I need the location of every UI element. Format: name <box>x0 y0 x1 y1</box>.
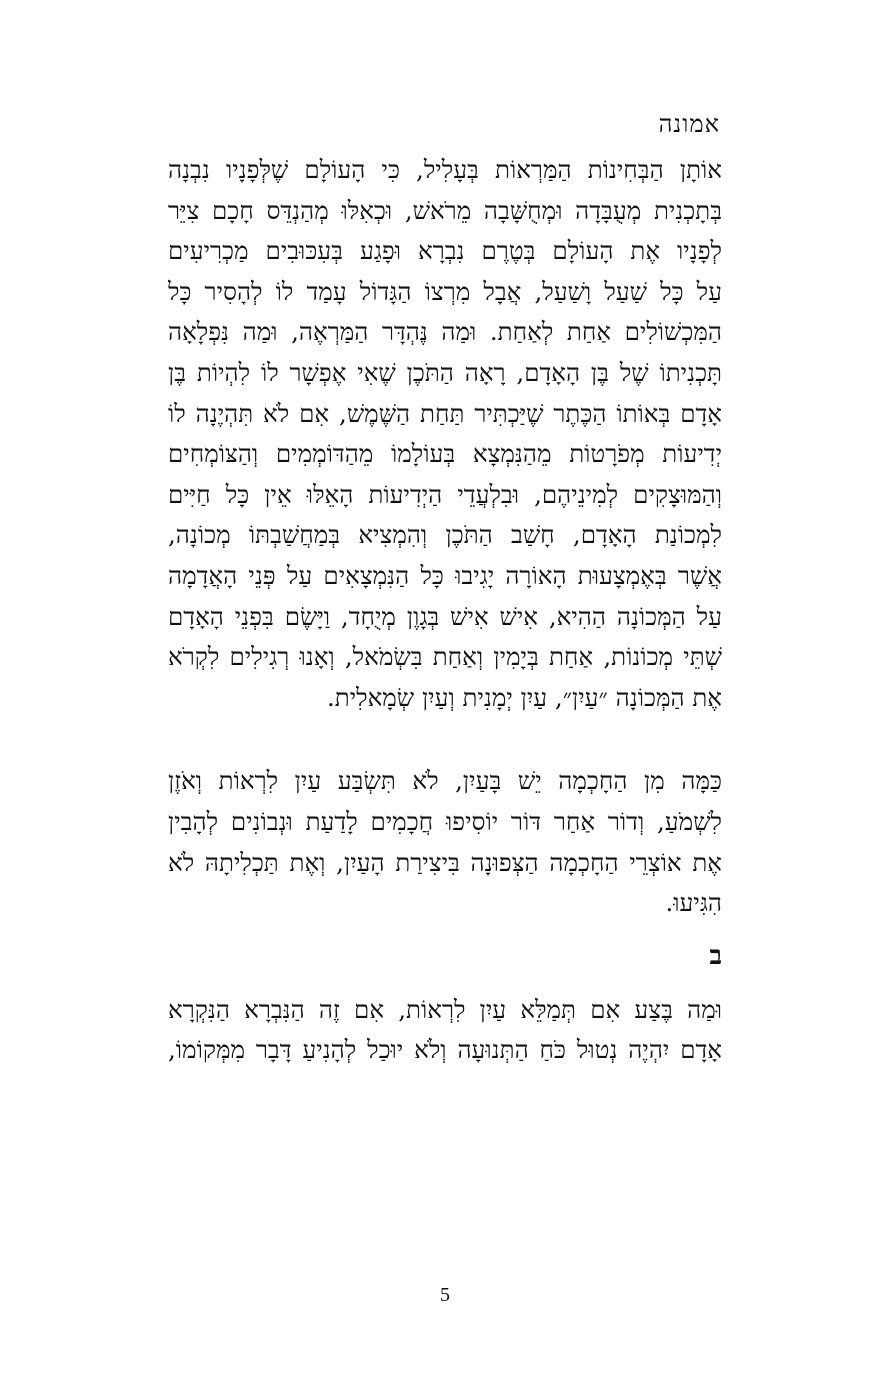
paragraph-1 <box>168 150 722 718</box>
paragraph-3 <box>168 990 722 1071</box>
text-line: אָדָם בְּאוֹתוֹ הַכֶּתֶר שֶׁיַּכְתִּיר תַּחַת הַשֶּׁמֶשׁ, אִם לֹא תִּהְיֶנָה לוֹ <box>168 398 722 428</box>
text-line: אֶת הַמְּכוֹנָה ״עַיִן״, עַיִן יְמָנִית וְעַיִן שְׂמָאלִית. <box>326 682 722 712</box>
text-line: אֲשֶׁר בְּאֶמְצָעוּת הָאוֹרָה יָגִיבוּ כָּל הַנִּמְצָאִים עַל פְּנֵי הָאֲדָמָה <box>168 560 722 590</box>
body-text <box>168 150 722 1071</box>
text-line: וְהַמּוּצָקִים לְמִינֵיהֶם, וּבִלְעֲדֵי הַיְדִיעוֹת הָאֵלּוּ אֵין כָּל חַיִּים <box>168 479 722 509</box>
text-line: הַמִּכְשׁוֹלִים אַחַת לְאַחַת. וּמַה נֶּהְדָּר הַמַּרְאֶה, וּמַה נִּפְלָאָה <box>168 317 722 347</box>
section-heading: ב <box>709 940 722 971</box>
text-line: תָּכְנִיתוֹ שֶׁל בֶּן הָאָדָם, רָאָה הַתֹּכֶן שֶׁאִי אֶפְשָׁר לוֹ לִהְיוֹת בֶּן <box>168 357 722 387</box>
text-line: אֶת אוֹצְרֵי הַחָכְמָה הַצְּפוּנָה בִּיצִירַת הָעַיִן, וְאֶת תַּכְלִיתָהּ לֹא <box>168 847 722 877</box>
text-line: כַּמָּה מִן הַחָכְמָה יֵשׁ בָּעַיִן, לֹא תִּשְׂבַּע עַיִן לִרְאוֹת וְאֹזֶן <box>168 766 722 796</box>
paragraph-2 <box>168 761 722 923</box>
text-line: עַל כָּל שַׁעַל וָשַׁעַל, אֲבָל מִרְצוֹ הַגָּדוֹל עָמַד לוֹ לְהָסִיר כָּל <box>168 276 722 306</box>
text-line: הִגִּיעוּ. <box>665 888 722 918</box>
text-line: שְׁתֵּי מְכוֹנוֹת, אַחַת בְּיָמִין וְאַחַת בִּשְׂמֹאל, וְאָנוּ רְגִילִים לִקְרֹא <box>168 642 722 672</box>
running-head: אמונה <box>658 110 720 138</box>
text-line: לְפָנָיו אֶת הָעוֹלָם בְּטֶרֶם נִבְרָא וּפָגַע בְּעִכּוּבִים מַכְרִיעִים <box>168 236 722 266</box>
page-number: 5 <box>440 1284 450 1306</box>
text-line: בְּתָכְנִית מְעֻבָּדָה וּמְחֻשָּׁבָה מֵרֹאשׁ, וּכְאִלּוּ מְהַנְדֵּס חָכָם צִיֵּר <box>168 195 722 225</box>
text-line: אוֹתָן הַבְּחִינוֹת הַמַּרְאוֹת בְּעָלִיל, כִּי הָעוֹלָם שֶׁלְּפָנָיו נִבְנָה <box>168 155 722 184</box>
text-line: אָדָם יִהְיֶה נְטוּל כֹּחַ הַתְּנוּעָה וְלֹא יוּכַל לְהָנִיעַ דָּבָר מִמְּקוֹמוֹ, <box>168 1035 722 1065</box>
text-line: לִשְׁמֹעַ, וְדוֹר אַחַר דּוֹר יוֹסִיפוּ חֲכָמִים לָדַעַת וּנְבוֹנִים לְהָבִין <box>168 806 722 836</box>
text-line: וּמַה בֶּצַע אִם תְּמַלֵּא עַיִן לִרְאוֹת, אִם זֶה הַנִּבְרָא הַנִּקְרָא <box>168 994 722 1024</box>
text-line: יְדִיעוֹת מְפֹרָטוֹת מֵהַנִּמְצָא בְּעוֹלָמוֹ מֵהַדּוֹמְמִים וְהַצּוֹמְחִים <box>168 439 722 469</box>
text-line: לִמְכוֹנַת הָאָדָם, חָשַׁב הַתֹּכֶן וְהִמְצִיא בְּמַחֲשַׁבְתּוֹ מְכוֹנָה, <box>168 520 722 550</box>
text-line: עַל הַמְּכוֹנָה הַהִיא, אִישׁ אִישׁ בְּגָוֶן מְיֻחָד, וַיָּשֶׂם בִּפְנֵי הָאָדָם <box>168 601 722 631</box>
